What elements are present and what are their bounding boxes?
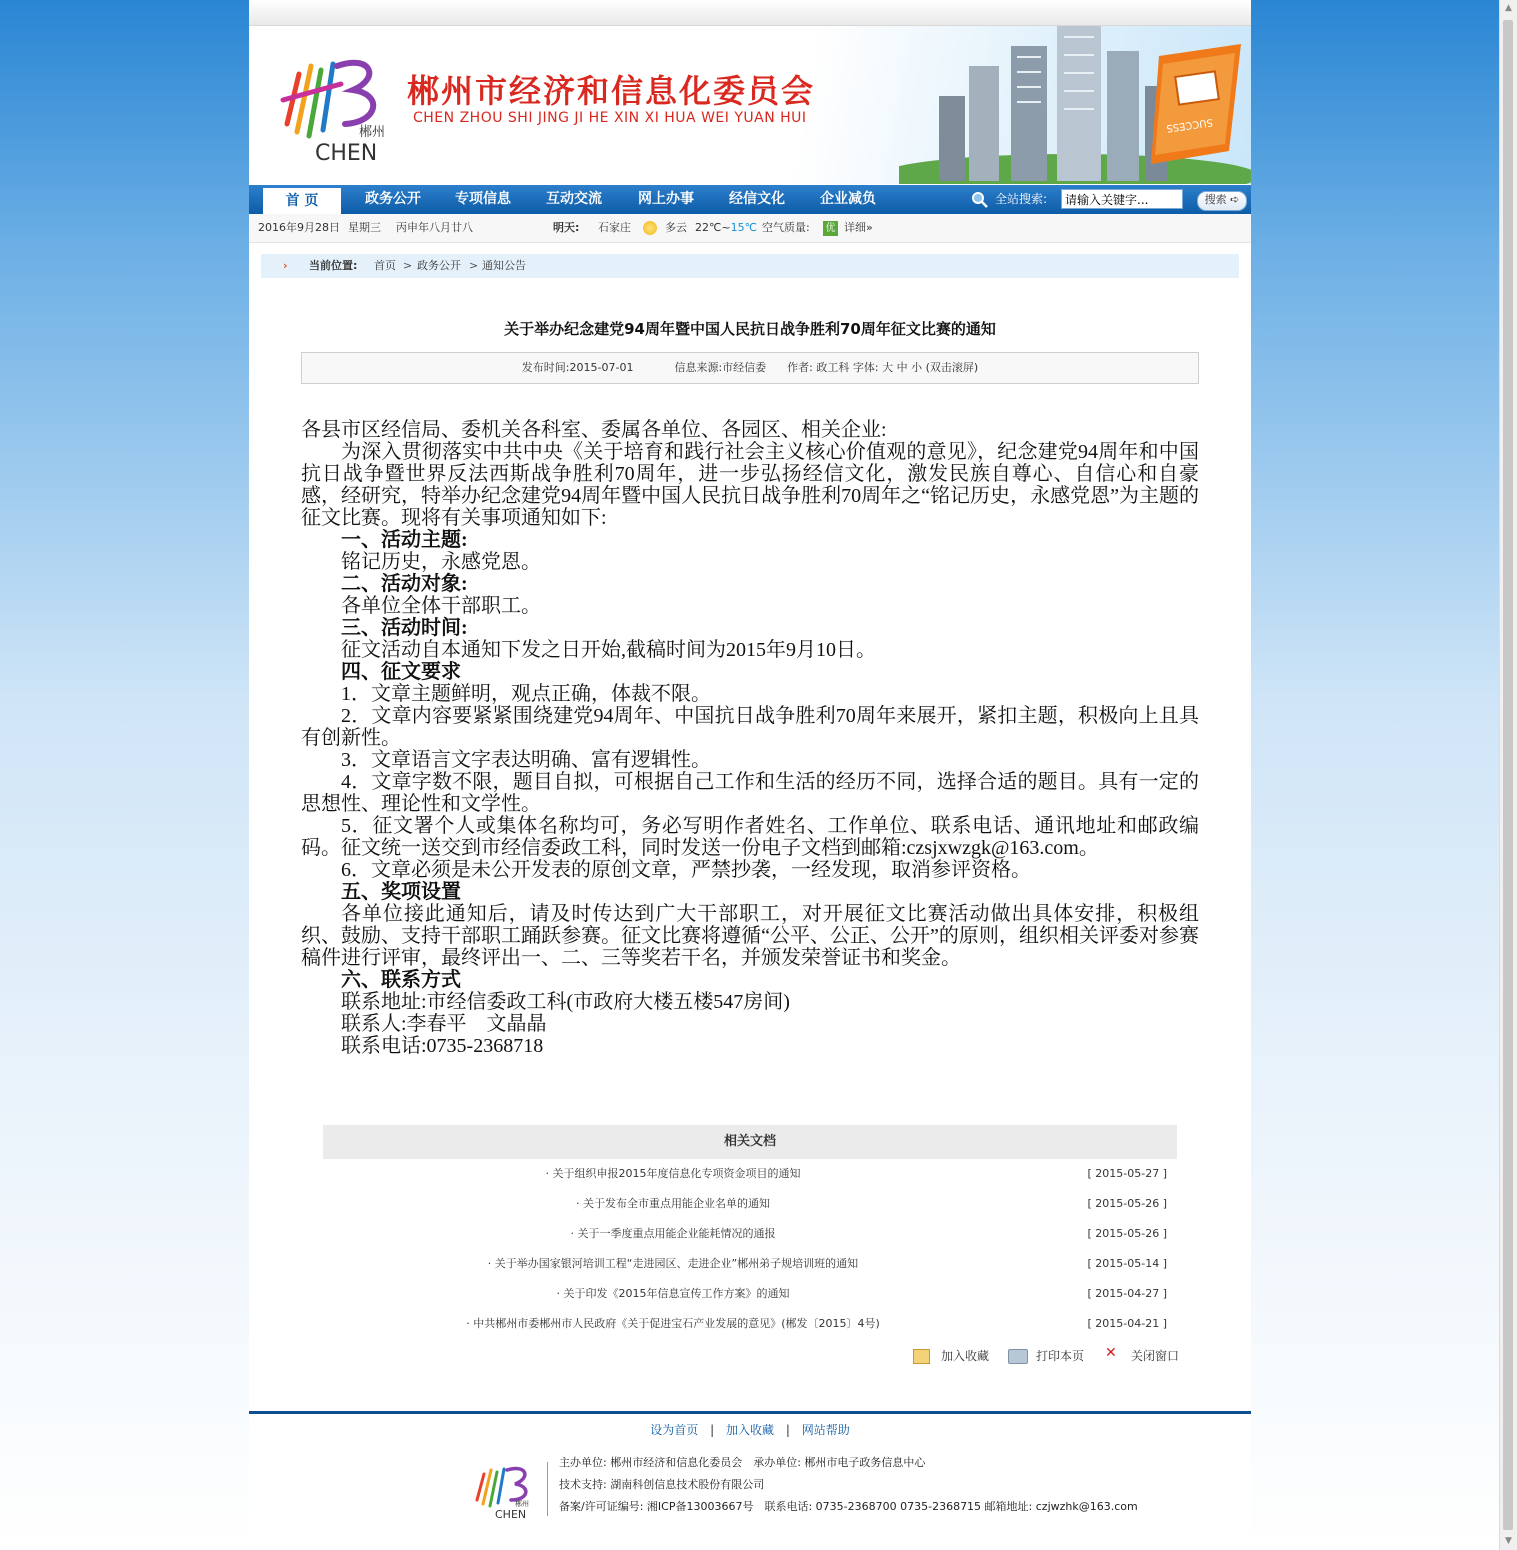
related-title-link[interactable]: · 中共郴州市委郴州市人民政府《关于促进宝石产业发展的意见》(郴发〔2015〕4号) [466, 1317, 880, 1330]
article-paragraph: 3．文章语言文字表达明确、富有逻辑性。 [341, 749, 711, 771]
air-quality-label: 空气质量: [762, 221, 810, 234]
article-paragraph: 各单位接此通知后，请及时传达到广大干部职工，对开展征文比赛活动做出具体安排，积极组织、鼓励、支持干部职工踊跃参赛。征文比赛将遵循“公平、公正、公开”的原则，组织相关评委对参赛稿件进行评审，最终评出一、二、三等奖若干名，并颁发荣誉证书和奖金。 [301, 903, 1199, 969]
related-title-link[interactable]: · 关于一季度重点用能企业能耗情况的通报 [570, 1227, 776, 1240]
main-nav [249, 185, 1251, 214]
article-paragraph: 4．文章字数不限，题目自拟，可根据自己工作和生活的经历不同，选择合适的题目。具有一定的思想性、理论性和文学性。 [301, 771, 1199, 815]
breadcrumb [261, 254, 1239, 278]
nav-online-services[interactable]: 网上办事 [638, 191, 694, 207]
related-date: [ 2015-04-21 ] [1087, 1317, 1167, 1330]
scroll-up-icon[interactable]: ▲ [1505, 3, 1512, 13]
print-page-button[interactable]: 打印本页 [1036, 1349, 1085, 1363]
book-text: SUCCESS [1165, 116, 1214, 134]
temp-high: 22℃ [695, 221, 722, 234]
temp-separator: ~ [721, 221, 731, 234]
current-date: 2016年9月28日 [258, 221, 340, 234]
related-date: [ 2015-05-26 ] [1087, 1197, 1167, 1210]
font-small-button[interactable]: 小 [911, 361, 923, 374]
footer-links [249, 1420, 1251, 1440]
scroll-toggle[interactable]: (双击滚屏) [925, 361, 979, 374]
nav-culture[interactable]: 经信文化 [729, 191, 785, 207]
related-heading: 相关文档 [323, 1125, 1177, 1159]
breadcrumb-notices[interactable]: 通知公告 [482, 259, 526, 272]
weather-city: 石家庄 [598, 221, 631, 234]
breadcrumb-separator-icon: > [403, 259, 413, 272]
site-help-link[interactable]: 网站帮助 [801, 1423, 850, 1437]
breadcrumb-label: 当前位置: [309, 259, 358, 272]
vertical-scrollbar[interactable] [1499, 0, 1517, 1550]
author-label: 作者: [787, 361, 813, 374]
related-title-link[interactable]: · 关于组织申报2015年度信息化专项资金项目的通知 [545, 1167, 801, 1180]
logo-text: 郴州 [359, 125, 386, 140]
scroll-thumb[interactable] [1503, 20, 1513, 1530]
nav-burden-reduction[interactable]: 企业减负 [820, 191, 876, 207]
article-paragraph: 6．文章必须是未公开发表的原创文章，严禁抄袭，一经发现，取消参评资格。 [341, 859, 1031, 881]
related-list [323, 1159, 1177, 1339]
article-paragraph: 二、活动对象: [341, 573, 468, 595]
author-value: 政工科 [816, 361, 850, 374]
info-bar [249, 214, 1251, 243]
article-paragraph: 联系电话:0735-2368718 [341, 1035, 544, 1057]
article-paragraph: 各县市区经信局、委机关各科室、委属各单位、各园区、相关企业: [301, 419, 887, 441]
chen-logo-icon [279, 44, 389, 164]
lunar-date: 丙申年八月廿八 [396, 221, 473, 234]
footer-tech-support: 技术支持: 湖南科创信息技术股份有限公司 [559, 1478, 765, 1491]
page-container [249, 0, 1251, 1550]
font-size-label: 字体: [852, 361, 879, 374]
article-paragraph: 铭记历史，永感党恩。 [341, 551, 541, 573]
related-row [323, 1189, 1177, 1219]
article-paragraph: 5．征文署个人或集体名称均可，务必写明作者姓名、工作单位、联系电话、通讯地址和邮政编码。征文统一送交到市经信委政工科，同时发送一份电子文档到邮箱:czsjxwzgk@163.com。 [301, 815, 1199, 859]
breadcrumb-home[interactable]: 首页 [374, 259, 396, 272]
footer-sponsor: 主办单位: 郴州市经济和信息化委员会 承办单位: 郴州市电子政务信息中心 [559, 1456, 926, 1469]
publish-label: 发布时间: [521, 361, 570, 374]
related-row [323, 1249, 1177, 1279]
related-row [323, 1309, 1177, 1339]
article-paragraph: 五、奖项设置 [341, 881, 461, 903]
search-input[interactable] [1061, 189, 1183, 209]
cloudy-weather-icon [643, 221, 657, 235]
article-paragraph: 为深入贯彻落实中共中央《关于培育和践行社会主义核心价值观的意见》，纪念建党94周年和中国抗日战争暨世界反法西斯战争胜利70周年，进一步弘扬经信文化，激发民族自尊心、自信心和自豪感，经研究，特举办纪念建党94周年暨中国人民抗日战争胜利70周年之“铭记历史，永感党恩”为主题的征文比赛。现将有关事项通知如下: [301, 441, 1199, 529]
related-row [323, 1279, 1177, 1309]
footer-logo-icon [473, 1460, 537, 1520]
city-buildings-icon [899, 26, 1251, 184]
site-banner [249, 26, 1251, 184]
article-paragraph: 征文活动自本通知下发之日开始,截稿时间为2015年9月10日。 [341, 639, 876, 661]
site-subtitle: CHEN ZHOU SHI JING JI HE XIN XI HUA WEI YUAN HUI [413, 110, 807, 126]
article-meta [301, 352, 1199, 384]
related-title-link[interactable]: · 关于发布全市重点用能企业名单的通知 [576, 1197, 770, 1210]
related-date: [ 2015-05-27 ] [1087, 1167, 1167, 1180]
weather-condition: 多云 [665, 221, 687, 234]
article-body [301, 419, 1199, 1057]
search-icon [971, 191, 989, 209]
related-date: [ 2015-04-27 ] [1087, 1287, 1167, 1300]
close-window-button[interactable]: 关闭窗口 [1131, 1349, 1180, 1363]
logo-latin: CHEN [315, 141, 378, 164]
temp-low: 15℃ [730, 221, 757, 234]
article-paragraph: 各单位全体干部职工。 [341, 595, 541, 617]
scroll-down-icon[interactable]: ▼ [1505, 1536, 1512, 1546]
footer-divider [249, 1411, 1251, 1414]
font-large-button[interactable]: 大 [882, 361, 894, 374]
footer-separator: | [710, 1423, 715, 1437]
source-label: 信息来源: [674, 361, 723, 374]
breadcrumb-arrow-icon: › [283, 259, 288, 272]
related-title-link[interactable]: · 关于印发《2015年信息宣传工作方案》的通知 [556, 1287, 790, 1300]
favorite-icon [913, 1349, 930, 1364]
related-date: [ 2015-05-14 ] [1087, 1257, 1167, 1270]
print-icon [1008, 1349, 1028, 1364]
article-title: 关于举办纪念建党94周年暨中国人民抗日战争胜利70周年征文比赛的通知 [504, 320, 996, 338]
air-quality-badge: 优 [823, 221, 838, 236]
top-strip [249, 0, 1251, 26]
breadcrumb-separator-icon: > [469, 259, 479, 272]
footer-license: 备案/许可证编号: 湘ICP备13003667号 联系电话: 0735-2368700 0735-2368715 邮箱地址: czjwzhk@163.com [559, 1500, 1138, 1513]
site-title: 郴州市经济和信息化委员会 [407, 72, 816, 110]
breadcrumb-government-affairs[interactable]: 政务公开 [417, 259, 461, 272]
footer-info [559, 1452, 1138, 1518]
nav-special-info[interactable]: 专项信息 [455, 191, 511, 207]
footer-vertical-divider [547, 1462, 548, 1516]
footer-logo-text: 郴州 [515, 1500, 529, 1508]
related-documents [323, 1125, 1177, 1339]
add-favorite-link[interactable]: 加入收藏 [725, 1423, 774, 1437]
article-paragraph: 联系地址:市经信委政工科(市政府大楼五楼547房间) [341, 991, 790, 1013]
article-paragraph: 一、活动主题: [341, 529, 468, 551]
search-button-label: 搜索 [1204, 193, 1227, 206]
article-paragraph: 联系人:李春平 文晶晶 [341, 1013, 547, 1035]
nav-government-affairs[interactable]: 政务公开 [365, 191, 421, 207]
article-paragraph: 2．文章内容要紧紧围绕建党94周年、中国抗日战争胜利70周年来展开，紧扣主题，积极向上且具有创新性。 [301, 705, 1199, 749]
related-row [323, 1159, 1177, 1189]
footer-logo-latin: CHEN [495, 1508, 527, 1520]
article-paragraph: 1．文章主题鲜明，观点正确，体裁不限。 [341, 683, 711, 705]
article-paragraph: 六、联系方式 [341, 969, 461, 991]
weather-detail-link[interactable]: 详细» [844, 221, 873, 234]
weekday: 星期三 [348, 221, 381, 234]
related-title-link[interactable]: · 关于举办国家银河培训工程“走进园区、走进企业”郴州弟子规培训班的通知 [487, 1257, 859, 1270]
weather-label: 明天: [553, 221, 580, 234]
related-date: [ 2015-05-26 ] [1087, 1227, 1167, 1240]
source-value: 市经信委 [722, 361, 767, 374]
search-label: 全站搜索: [995, 192, 1048, 206]
arrow-right-icon: ➪ [1230, 193, 1240, 206]
article-paragraph: 四、征文要求 [341, 661, 461, 683]
font-medium-button[interactable]: 中 [896, 361, 908, 374]
footer-separator: | [785, 1423, 790, 1437]
nav-interaction[interactable]: 互动交流 [546, 191, 602, 207]
close-icon: ✕ [1105, 1345, 1117, 1361]
set-homepage-link[interactable]: 设为首页 [650, 1423, 699, 1437]
related-row [323, 1219, 1177, 1249]
search-button[interactable] [1197, 191, 1247, 211]
publish-date: 2015-07-01 [569, 361, 634, 374]
article-paragraph: 三、活动时间: [341, 617, 468, 639]
nav-home[interactable]: 首 页 [263, 185, 341, 214]
add-favorite-button[interactable]: 加入收藏 [941, 1349, 990, 1363]
